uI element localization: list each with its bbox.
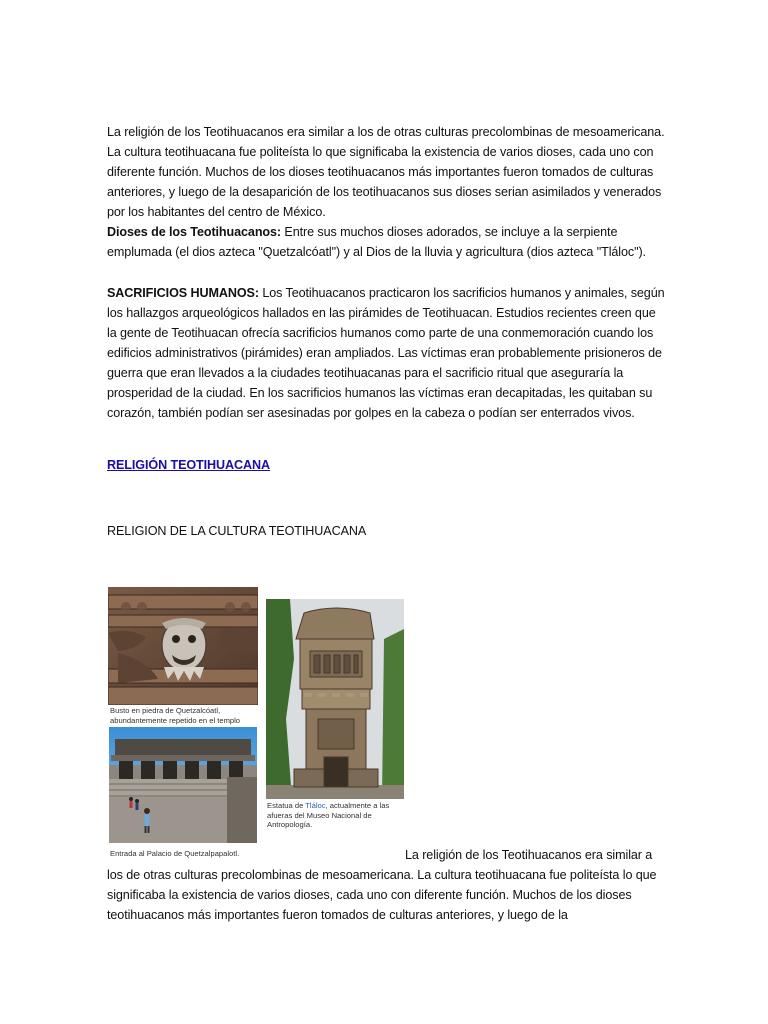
section-heading: RELIGION DE LA CULTURA TEOTIHUACANA xyxy=(107,524,367,538)
quetzalcoatl-bust-illustration xyxy=(108,587,258,705)
intro-paragraph xyxy=(107,122,667,262)
gods-text: Entre sus muchos dioses adorados, se incluye a la serpiente emplumada (el dios azteca "Quetzalcóatl") y al Dios de la lluvia y agricultura (dios azteca "Tláloc"). xyxy=(107,225,646,259)
caption-tlaloc-pre: Estatua de xyxy=(267,801,306,810)
gods-label: Dioses de los Teotihuacanos: xyxy=(107,225,282,239)
caption-palace: Entrada al Palacio de Quetzalpapalotl. xyxy=(110,849,240,858)
sacrifices-text: Los Teotihuacanos practicaron los sacrificios humanos y animales, según los hallazgos arqueológicos hallados en las pirámides de Teotihuacan. Estudios recientes creen que la gente de Teotihuacan ofrecía sacrificios humanos como parte de una conmemoración cuando los edificios administrativos (pirámides) eran ampliados. Las víctimas eran probablemente prisioneros de guerra que eran llevados a la ciudades teotihuacanas para el sacrificio ritual que aseguraría la prosperidad de la ciudad. En los sacrificios humanos las víctimas eran decapitadas, les quitaban su corazón, también podían ser asesinadas por golpes en la cabeza o podían ser enterrados vivos. xyxy=(107,286,665,420)
sacrifices-label: SACRIFICIOS HUMANOS: xyxy=(107,286,259,300)
link-line xyxy=(107,455,667,475)
palace-entrance-illustration xyxy=(109,727,257,843)
repeat-paragraph xyxy=(107,845,667,925)
quetzalcoatl-bust-image xyxy=(108,587,258,705)
sacrifices-paragraph xyxy=(107,283,667,423)
caption-tlaloc xyxy=(267,801,407,830)
intro-text: La religión de los Teotihuacanos era similar a los de otras culturas precolombinas de mesoamericana. La cultura teotihuacana fue politeísta lo que significaba la existencia de varios dioses, cada uno con diferente función. Muchos de los dioses teotihuacanos más importantes fueron tomados de culturas anteriores, y luego de la desaparición de los teotihuacanos sus dioses serian asimilados y venerados por los habitantes del centro de México. xyxy=(107,125,665,219)
caption-quetzalcoatl: Busto en piedra de Quetzalcóatl, abundantemente repetido en el templo xyxy=(110,706,241,725)
caption-tlaloc-post: , actualmente a las afueras del Museo Nacional de Antropología. xyxy=(267,801,390,829)
caption-tlaloc-link[interactable]: Tláloc xyxy=(305,801,326,810)
repeat-text: La religión de los Teotihuacanos era similar a los de otras culturas precolombinas de mesoamericana. La cultura teotihuacana fue politeísta lo que significaba la existencia de varios dioses, cada uno con diferente función. Muchos de los dioses teotihuacanos más importantes fueron tomados de culturas anteriores, y luego de la xyxy=(107,848,657,922)
palace-entrance-image xyxy=(109,727,257,843)
tlaloc-statue-illustration xyxy=(266,599,404,799)
tlaloc-statue-image xyxy=(266,599,404,799)
religion-link[interactable]: RELIGIÓN TEOTIHUACANA xyxy=(107,458,271,472)
